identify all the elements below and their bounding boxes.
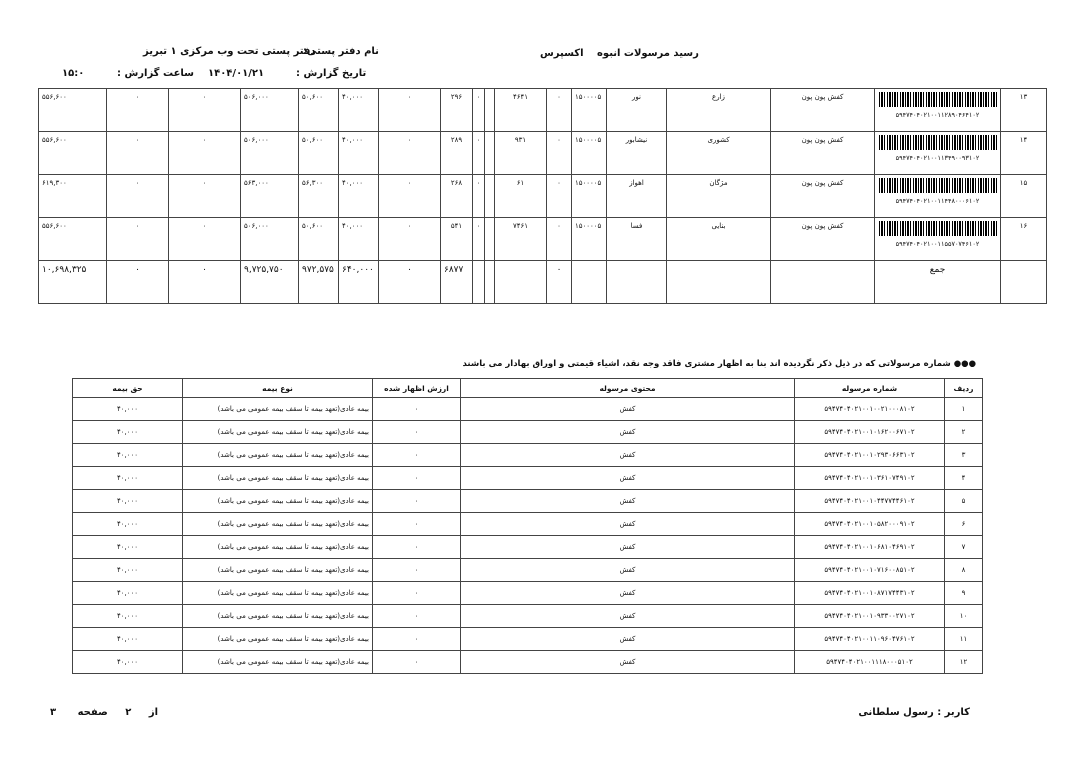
- amount-total: ۵۶,۳۰۰: [299, 175, 339, 218]
- receipt-title-text: رسید مرسولات انبوه: [597, 48, 699, 59]
- receiver-name: کشوری: [667, 132, 771, 175]
- insurance-fee: ۴۰,۰۰۰: [73, 605, 183, 628]
- service-name: اکسپرس: [540, 48, 584, 59]
- empty-cell: [495, 261, 547, 304]
- amount-b: ۰: [169, 89, 241, 132]
- row-number: ۱۳: [1001, 89, 1047, 132]
- office-label: نام دفتر پستی:: [303, 46, 379, 57]
- parcel-content: کفش: [461, 582, 795, 605]
- dot-value: ۰: [473, 89, 485, 132]
- small-value: ۰: [547, 218, 572, 261]
- row-index: ۱۲: [945, 651, 983, 674]
- row-index: ۴: [945, 467, 983, 490]
- declared-value: ۰: [373, 605, 461, 628]
- amount-total: ۵۰,۶۰۰: [299, 132, 339, 175]
- barcode-cell: [875, 132, 1001, 175]
- page-current: ۲: [125, 707, 132, 718]
- city-name: فسا: [607, 218, 667, 261]
- postage-amount: ۴۰,۰۰۰: [339, 132, 379, 175]
- spacer-cell: [485, 175, 495, 218]
- page-label: صفحه: [77, 707, 108, 718]
- insurance-fee: ۴۰,۰۰۰: [73, 536, 183, 559]
- parcel-number: ۵۹۴۷۴۰۴۰۲۱۰۰۱۰۱۶۲۰۰۶۷۱۰۲: [795, 421, 945, 444]
- table-row: [73, 398, 983, 421]
- amount-sum: ۵۰۶,۰۰۰: [241, 218, 299, 261]
- dot-value: ۰: [473, 175, 485, 218]
- barcode-number: ۵۹۴۷۴۰۴۰۲۱۰۰۱۱۳۴۹۰۰۹۳۱۰۲: [895, 154, 980, 162]
- parcel-row: [39, 132, 1047, 175]
- items-header-row: [73, 379, 983, 398]
- report-date-value: ۱۴۰۴/۰۱/۲۱: [208, 68, 265, 79]
- barcode-number: ۵۹۴۷۴۰۴۰۲۱۰۰۱۱۵۵۷۰۷۴۶۱۰۲: [895, 240, 980, 248]
- barcode-image: [879, 178, 997, 193]
- spacer-cell: [485, 132, 495, 175]
- content-desc: کفش پون پون: [771, 175, 875, 218]
- parcel-number: ۵۹۴۷۴۰۴۰۲۱۰۰۱۰۰۲۱۰۰۰۸۱۰۲: [795, 398, 945, 421]
- zero-value: ۰: [379, 175, 441, 218]
- amount-sum: ۵۰۶,۰۰۰: [241, 132, 299, 175]
- parcel-number: ۵۹۴۷۴۰۴۰۲۱۰۰۱۰۵۸۲۰۰۰۹۱۰۲: [795, 513, 945, 536]
- insurance-type: بیمه عادی(تعهد بیمه تا سقف بیمه عمومی می باشد): [183, 513, 373, 536]
- weight-value: ۱۵۰۰۰۰۵: [572, 89, 607, 132]
- dot-value: ۰: [473, 218, 485, 261]
- declared-value: ۰: [373, 421, 461, 444]
- insurance-fee: ۴۰,۰۰۰: [73, 444, 183, 467]
- barcode-image: [879, 135, 997, 150]
- barcode-image: [879, 92, 997, 107]
- parcel-content: کفش: [461, 559, 795, 582]
- parcel-number: ۵۹۴۷۴۰۴۰۲۱۰۰۱۰۸۷۱۷۴۴۳۱۰۲: [795, 582, 945, 605]
- amount-total: ۵۰,۶۰۰: [299, 218, 339, 261]
- total-small: ۰: [547, 261, 572, 304]
- barcode-cell: [875, 218, 1001, 261]
- final-amount: ۵۵۶,۶۰۰: [39, 132, 107, 175]
- amount-a: ۰: [107, 132, 169, 175]
- insurance-type: بیمه عادی(تعهد بیمه تا سقف بیمه عمومی می باشد): [183, 444, 373, 467]
- report-time-label: ساعت گزارش :: [117, 68, 194, 79]
- declared-value: ۰: [373, 628, 461, 651]
- number-b: ۵۴۱: [441, 218, 473, 261]
- insurance-type: بیمه عادی(تعهد بیمه تا سقف بیمه عمومی می باشد): [183, 398, 373, 421]
- receiver-name: زارع: [667, 89, 771, 132]
- table-row: [73, 513, 983, 536]
- parcel-row: [39, 218, 1047, 261]
- parcel-content: کفش: [461, 467, 795, 490]
- totals-row: [39, 261, 1047, 304]
- content-desc: کفش پون پون: [771, 132, 875, 175]
- city-name: نیشابور: [607, 132, 667, 175]
- table-row: [73, 467, 983, 490]
- amount-sum: ۵۰۶,۰۰۰: [241, 89, 299, 132]
- notice-text: ●●● شماره مرسولاتی که در ذیل ذکر نگردیده اند بنا به اظهار مشتری فاقد وجه نقد، اشیاء قیمتی و اوراق بهادار می باشند: [462, 359, 976, 369]
- table-row: [73, 651, 983, 674]
- empty-cell: [572, 261, 607, 304]
- insurance-type: بیمه عادی(تعهد بیمه تا سقف بیمه عمومی می باشد): [183, 536, 373, 559]
- user-label: کاربر :: [937, 707, 970, 718]
- row-number: ۱۵: [1001, 175, 1047, 218]
- barcode-number: ۵۹۴۷۴۰۴۰۲۱۰۰۱۱۲۸۹۰۴۶۴۱۰۲: [895, 111, 980, 119]
- row-index: ۱۱: [945, 628, 983, 651]
- barcode-cell: [875, 175, 1001, 218]
- page-of: از: [148, 707, 158, 718]
- declared-value: ۰: [373, 536, 461, 559]
- total-final: ۱۰,۶۹۸,۳۲۵: [39, 261, 107, 304]
- row-index: ۳: [945, 444, 983, 467]
- parcel-number: ۵۹۴۷۴۰۴۰۲۱۰۰۱۱۰۹۶۰۴۷۶۱۰۲: [795, 628, 945, 651]
- content-desc: کفش پون پون: [771, 89, 875, 132]
- report-time-value: ۱۵:۰: [62, 68, 85, 79]
- row-index: ۵: [945, 490, 983, 513]
- header-insurance-type: نوع بیمه: [183, 379, 373, 398]
- parcel-summary-table: [38, 88, 1047, 304]
- parcel-number: ۵۹۴۷۴۰۴۰۲۱۰۰۱۱۱۸۰۰۰۵۱۰۲: [795, 651, 945, 674]
- zero-value: ۰: [379, 89, 441, 132]
- empty-cell: [473, 261, 485, 304]
- amount-b: ۰: [169, 175, 241, 218]
- postage-amount: ۴۰,۰۰۰: [339, 218, 379, 261]
- declared-value: ۰: [373, 582, 461, 605]
- parcel-row: [39, 89, 1047, 132]
- total-postage: ۶۴۰,۰۰۰: [339, 261, 379, 304]
- insurance-type: بیمه عادی(تعهد بیمه تا سقف بیمه عمومی می باشد): [183, 582, 373, 605]
- total-b: ۰: [169, 261, 241, 304]
- row-index: ۱۰: [945, 605, 983, 628]
- table-row: [73, 490, 983, 513]
- small-value: ۰: [547, 89, 572, 132]
- footer-user: [858, 707, 970, 718]
- spacer-cell: [485, 218, 495, 261]
- table-row: [73, 536, 983, 559]
- receipt-title: [540, 48, 699, 59]
- barcode-number: ۵۹۴۷۴۰۴۰۲۱۰۰۱۱۴۴۸۰۰۰۶۱۰۲: [895, 197, 980, 205]
- parcel-content: کفش: [461, 490, 795, 513]
- row-index: ۹: [945, 582, 983, 605]
- parcel-content: کفش: [461, 398, 795, 421]
- items-table: [72, 378, 983, 674]
- amount-a: ۰: [107, 175, 169, 218]
- spacer-cell: [485, 89, 495, 132]
- table-row: [73, 444, 983, 467]
- header-insurance-fee: حق بیمه: [73, 379, 183, 398]
- parcel-content: کفش: [461, 536, 795, 559]
- insurance-fee: ۴۰,۰۰۰: [73, 559, 183, 582]
- receiver-name: مژگان: [667, 175, 771, 218]
- table-row: [73, 628, 983, 651]
- parcel-content: کفش: [461, 513, 795, 536]
- user-name: رسول سلطانی: [858, 707, 934, 718]
- city-name: اهواز: [607, 175, 667, 218]
- receiver-name: بنایی: [667, 218, 771, 261]
- parcel-content: کفش: [461, 628, 795, 651]
- total-number: ۶۸۷۷: [441, 261, 473, 304]
- parcel-content: کفش: [461, 421, 795, 444]
- parcel-number: ۵۹۴۷۴۰۴۰۲۱۰۰۱۰۲۹۳۰۶۶۳۱۰۲: [795, 444, 945, 467]
- number-a: ۷۴۶۱: [495, 218, 547, 261]
- number-b: ۲۹۶: [441, 89, 473, 132]
- declared-value: ۰: [373, 559, 461, 582]
- amount-a: ۰: [107, 218, 169, 261]
- parcel-content: کفش: [461, 651, 795, 674]
- number-b: ۲۸۹: [441, 132, 473, 175]
- parcel-number: ۵۹۴۷۴۰۴۰۲۱۰۰۱۰۳۶۱۰۷۴۹۱۰۲: [795, 467, 945, 490]
- insurance-fee: ۴۰,۰۰۰: [73, 582, 183, 605]
- small-value: ۰: [547, 132, 572, 175]
- total-label: جمع: [875, 261, 1001, 304]
- declared-value: ۰: [373, 444, 461, 467]
- header-row: ردیف: [945, 379, 983, 398]
- insurance-fee: ۴۰,۰۰۰: [73, 398, 183, 421]
- empty-cell: [607, 261, 667, 304]
- row-number: ۱۴: [1001, 132, 1047, 175]
- empty-cell: [771, 261, 875, 304]
- amount-b: ۰: [169, 218, 241, 261]
- zero-value: ۰: [379, 132, 441, 175]
- content-desc: کفش پون پون: [771, 218, 875, 261]
- page-total: ۳: [50, 707, 57, 718]
- insurance-fee: ۴۰,۰۰۰: [73, 421, 183, 444]
- row-index: ۷: [945, 536, 983, 559]
- row-index: ۲: [945, 421, 983, 444]
- barcode-image: [879, 221, 997, 236]
- insurance-type: بیمه عادی(تعهد بیمه تا سقف بیمه عمومی می باشد): [183, 490, 373, 513]
- zero-value: ۰: [379, 218, 441, 261]
- final-amount: ۵۵۶,۶۰۰: [39, 89, 107, 132]
- header-parcel-no: شماره مرسوله: [795, 379, 945, 398]
- parcel-number: ۵۹۴۷۴۰۴۰۲۱۰۰۱۰۹۳۳۰۰۲۷۱۰۲: [795, 605, 945, 628]
- insurance-type: بیمه عادی(تعهد بیمه تا سقف بیمه عمومی می باشد): [183, 559, 373, 582]
- number-b: ۲۶۸: [441, 175, 473, 218]
- number-a: ۹۳۱: [495, 132, 547, 175]
- parcel-number: ۵۹۴۷۴۰۴۰۲۱۰۰۱۰۶۸۱۰۴۶۹۱۰۲: [795, 536, 945, 559]
- declared-value: ۰: [373, 651, 461, 674]
- table-row: [73, 582, 983, 605]
- declared-value: ۰: [373, 467, 461, 490]
- small-value: ۰: [547, 175, 572, 218]
- parcel-number: ۵۹۴۷۴۰۴۰۲۱۰۰۱۰۴۴۷۷۴۴۶۱۰۲: [795, 490, 945, 513]
- insurance-type: بیمه عادی(تعهد بیمه تا سقف بیمه عمومی می باشد): [183, 467, 373, 490]
- table-row: [73, 559, 983, 582]
- insurance-type: بیمه عادی(تعهد بیمه تا سقف بیمه عمومی می باشد): [183, 651, 373, 674]
- number-a: ۴۶۴۱: [495, 89, 547, 132]
- table-row: [73, 421, 983, 444]
- declared-value: ۰: [373, 513, 461, 536]
- parcel-content: کفش: [461, 605, 795, 628]
- barcode-cell: [875, 89, 1001, 132]
- final-amount: ۵۵۶,۶۰۰: [39, 218, 107, 261]
- weight-value: ۱۵۰۰۰۰۵: [572, 132, 607, 175]
- insurance-type: بیمه عادی(تعهد بیمه تا سقف بیمه عمومی می باشد): [183, 605, 373, 628]
- insurance-fee: ۴۰,۰۰۰: [73, 651, 183, 674]
- insurance-type: بیمه عادی(تعهد بیمه تا سقف بیمه عمومی می باشد): [183, 628, 373, 651]
- total-amount: ۹۷۲,۵۷۵: [299, 261, 339, 304]
- insurance-fee: ۴۰,۰۰۰: [73, 628, 183, 651]
- empty-cell: [667, 261, 771, 304]
- row-number: ۱۶: [1001, 218, 1047, 261]
- total-zero: ۰: [379, 261, 441, 304]
- postage-amount: ۴۰,۰۰۰: [339, 89, 379, 132]
- number-a: ۶۱: [495, 175, 547, 218]
- insurance-fee: ۴۰,۰۰۰: [73, 490, 183, 513]
- final-amount: ۶۱۹,۳۰۰: [39, 175, 107, 218]
- total-a: ۰: [107, 261, 169, 304]
- weight-value: ۱۵۰۰۰۰۵: [572, 175, 607, 218]
- report-date-label: تاریخ گزارش :: [296, 68, 367, 79]
- row-index: ۱: [945, 398, 983, 421]
- parcel-number: ۵۹۴۷۴۰۴۰۲۱۰۰۱۰۷۱۶۰۰۸۵۱۰۲: [795, 559, 945, 582]
- dot-value: ۰: [473, 132, 485, 175]
- parcel-content: کفش: [461, 444, 795, 467]
- page-number: [50, 707, 158, 718]
- insurance-fee: ۴۰,۰۰۰: [73, 513, 183, 536]
- city-name: نور: [607, 89, 667, 132]
- insurance-type: بیمه عادی(تعهد بیمه تا سقف بیمه عمومی می باشد): [183, 421, 373, 444]
- total-sum: ۹,۷۲۵,۷۵۰: [241, 261, 299, 304]
- header-content: محتوی مرسوله: [461, 379, 795, 398]
- row-index: ۶: [945, 513, 983, 536]
- header-declared-value: ارزش اظهار شده: [373, 379, 461, 398]
- amount-b: ۰: [169, 132, 241, 175]
- empty-cell: [485, 261, 495, 304]
- postage-amount: ۴۰,۰۰۰: [339, 175, 379, 218]
- declared-value: ۰: [373, 490, 461, 513]
- amount-total: ۵۰,۶۰۰: [299, 89, 339, 132]
- empty-cell: [1001, 261, 1047, 304]
- parcel-row: [39, 175, 1047, 218]
- insurance-fee: ۴۰,۰۰۰: [73, 467, 183, 490]
- row-index: ۸: [945, 559, 983, 582]
- declared-value: ۰: [373, 398, 461, 421]
- amount-a: ۰: [107, 89, 169, 132]
- table-row: [73, 605, 983, 628]
- office-value: دفتر پستی تحت وب مرکزی ۱ تبریز: [143, 46, 316, 57]
- weight-value: ۱۵۰۰۰۰۵: [572, 218, 607, 261]
- amount-sum: ۵۶۳,۰۰۰: [241, 175, 299, 218]
